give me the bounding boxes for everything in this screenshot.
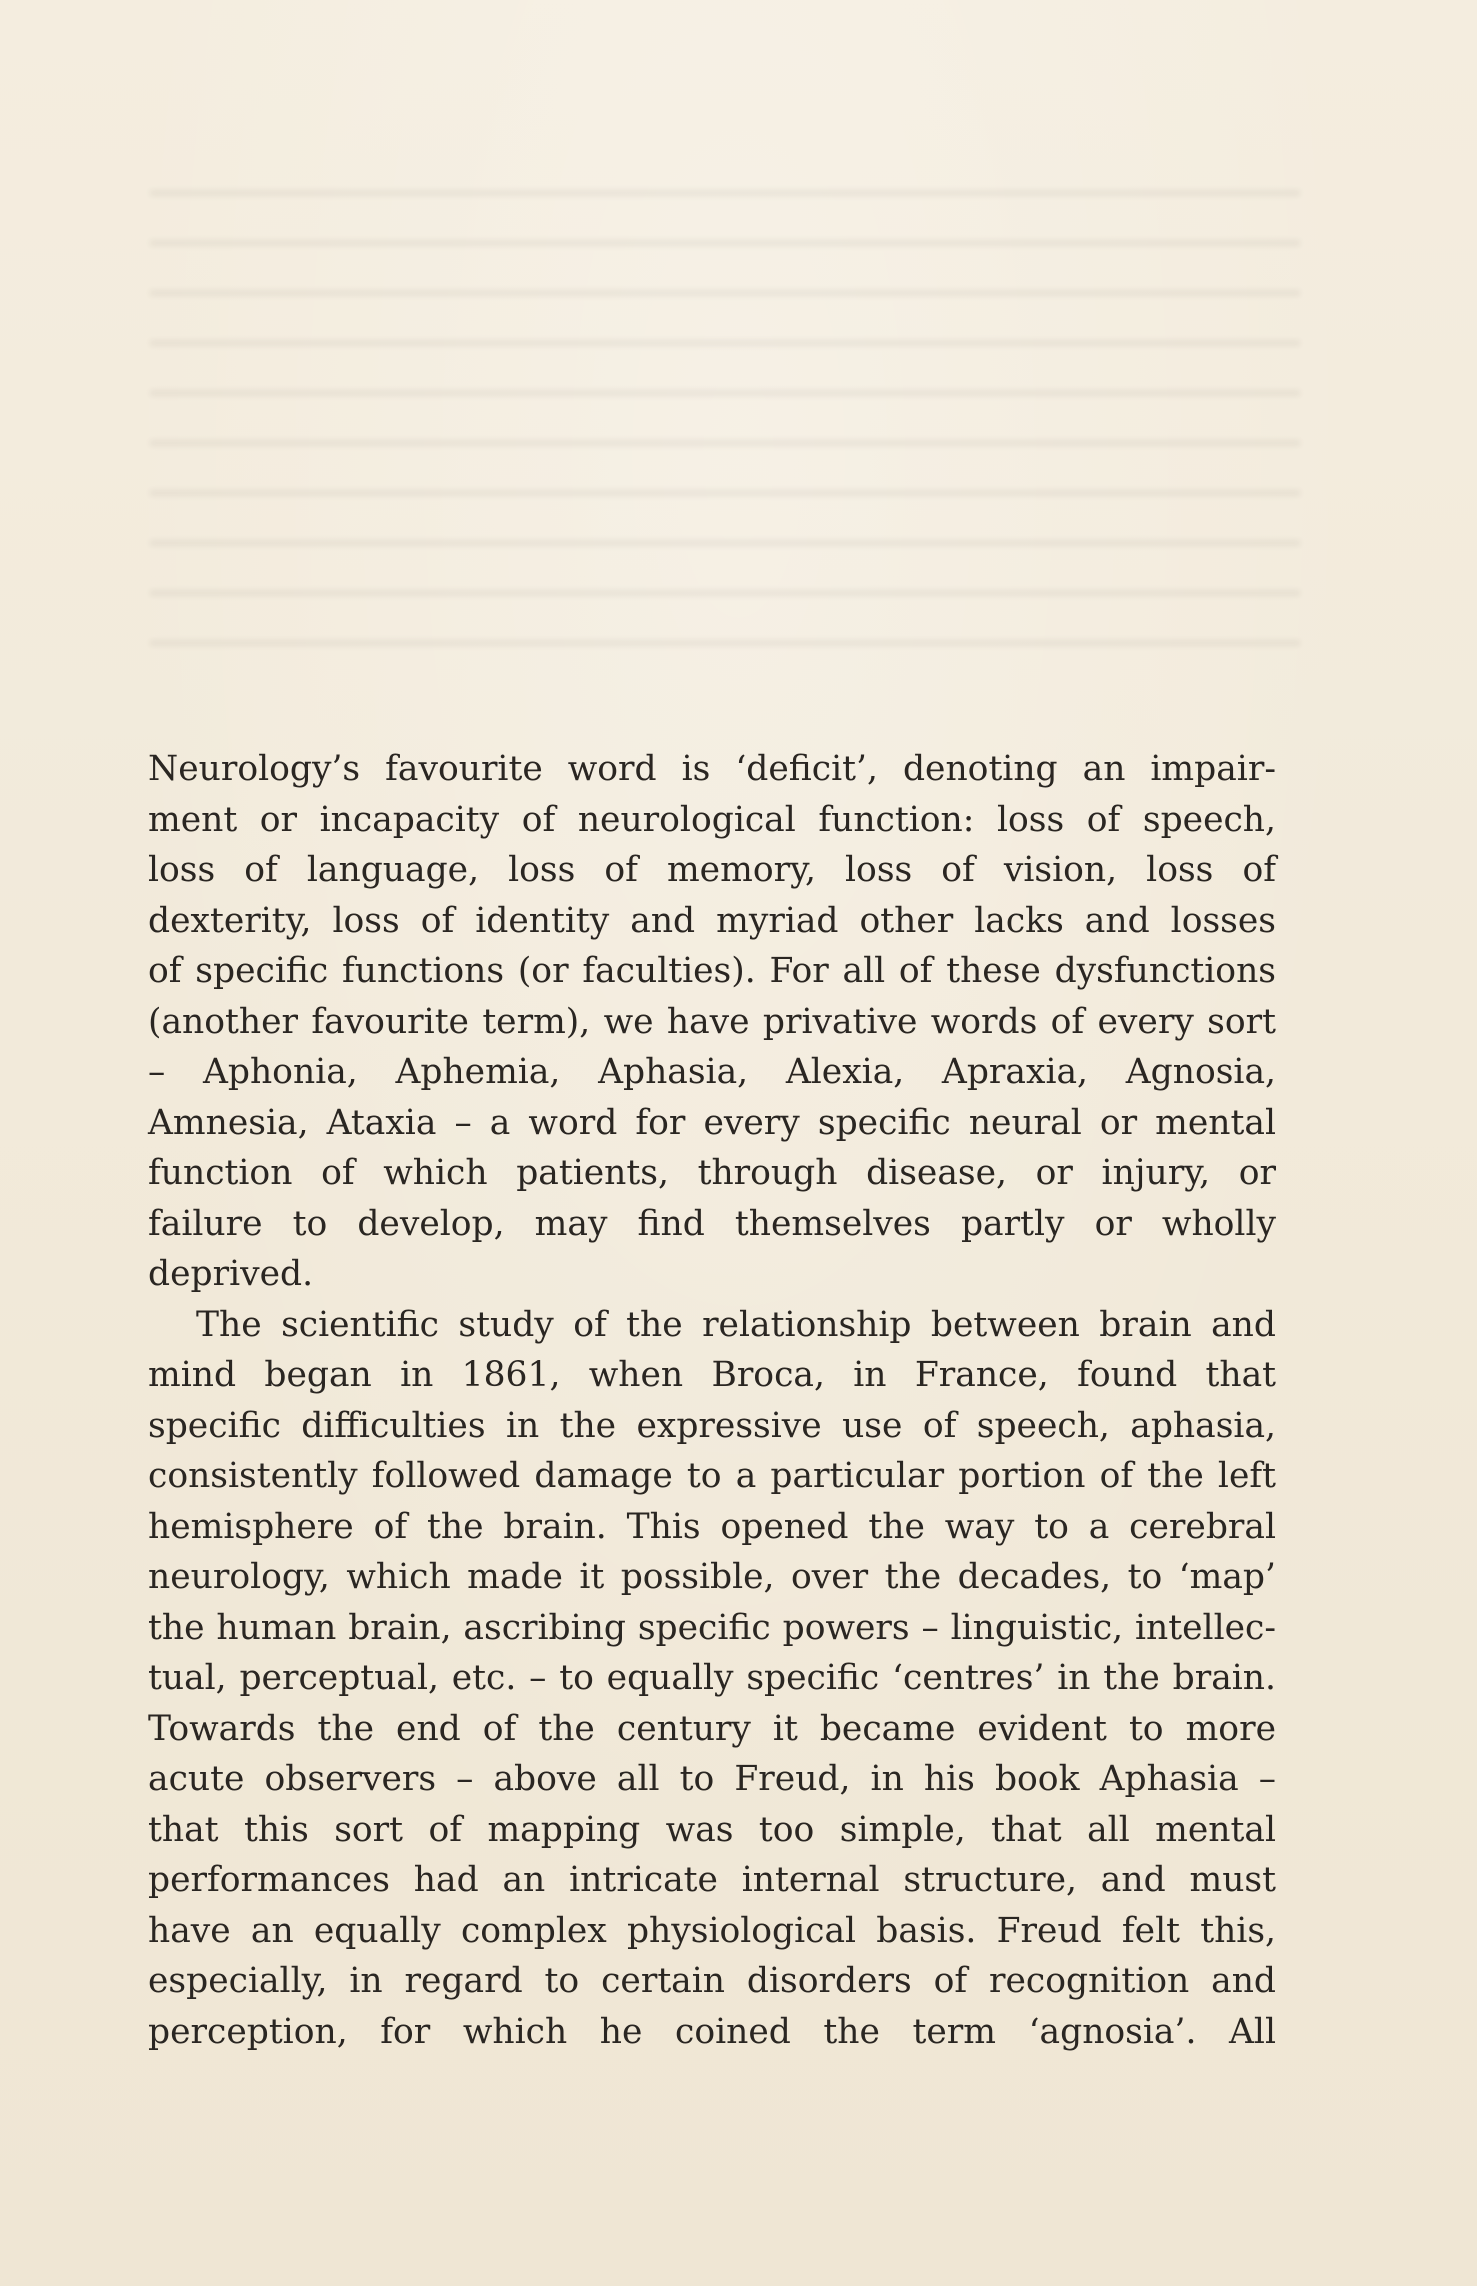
text-line: tual, perceptual, etc. – to equally specific ‘centres’ in the brain. [148, 1658, 1276, 1698]
text-line: the human brain, ascribing specific powers – linguistic, intellec- [148, 1607, 1276, 1648]
text-line: function of which patients, through disease, or injury, or [148, 1153, 1276, 1193]
text-line: performances had an intricate internal structure, and must [148, 1860, 1276, 1900]
text-line: especially, in regard to certain disorders of recognition and [148, 1961, 1276, 2001]
show-through-background [150, 190, 1300, 690]
text-line: failure to develop, may find themselves partly or wholly [148, 1203, 1276, 1244]
text-line: The scientific study of the relationship between brain and [196, 1304, 1276, 1345]
body-text [148, 744, 1276, 2057]
text-line: specific difficulties in the expressive use of speech, aphasia, [148, 1405, 1276, 1446]
text-line: of specific functions (or faculties). For all of these dysfunctions [148, 951, 1276, 991]
text-line: (another favourite term), we have privative words of every sort [148, 1001, 1276, 1042]
text-line: dexterity, loss of identity and myriad other lacks and losses [148, 900, 1276, 941]
text-line: deprived. [148, 1254, 314, 1294]
text-line: mind began in 1861, when Broca, in France, found that [148, 1355, 1276, 1395]
text-line: perception, for which he coined the term ‘agnosia’. All [148, 2011, 1276, 2052]
text-line: Neurology’s favourite word is ‘deficit’, denoting an impair- [148, 749, 1276, 789]
text-line: Towards the end of the century it became evident to more [148, 1708, 1276, 1749]
text-line: acute observers – above all to Freud, in his book Aphasia – [148, 1759, 1276, 1799]
text-line: Amnesia, Ataxia – a word for every specific neural or mental [148, 1102, 1276, 1143]
text-line: have an equally complex physiological basis. Freud felt this, [148, 1910, 1276, 1951]
text-line: ment or incapacity of neurological function: loss of speech, [148, 799, 1276, 840]
paragraph-1 [148, 744, 1276, 1300]
text-line: – Aphonia, Aphemia, Aphasia, Alexia, Apraxia, Agnosia, [148, 1052, 1276, 1092]
text-line: hemisphere of the brain. This opened the way to a cerebral [148, 1506, 1276, 1547]
text-line: consistently followed damage to a particular portion of the left [148, 1456, 1276, 1496]
text-line: neurology, which made it possible, over the decades, to ‘map’ [148, 1557, 1276, 1597]
text-line: that this sort of mapping was too simple, that all mental [148, 1809, 1276, 1850]
text-line: loss of language, loss of memory, loss of vision, loss of [148, 850, 1276, 890]
paragraph-2 [148, 1300, 1276, 2058]
